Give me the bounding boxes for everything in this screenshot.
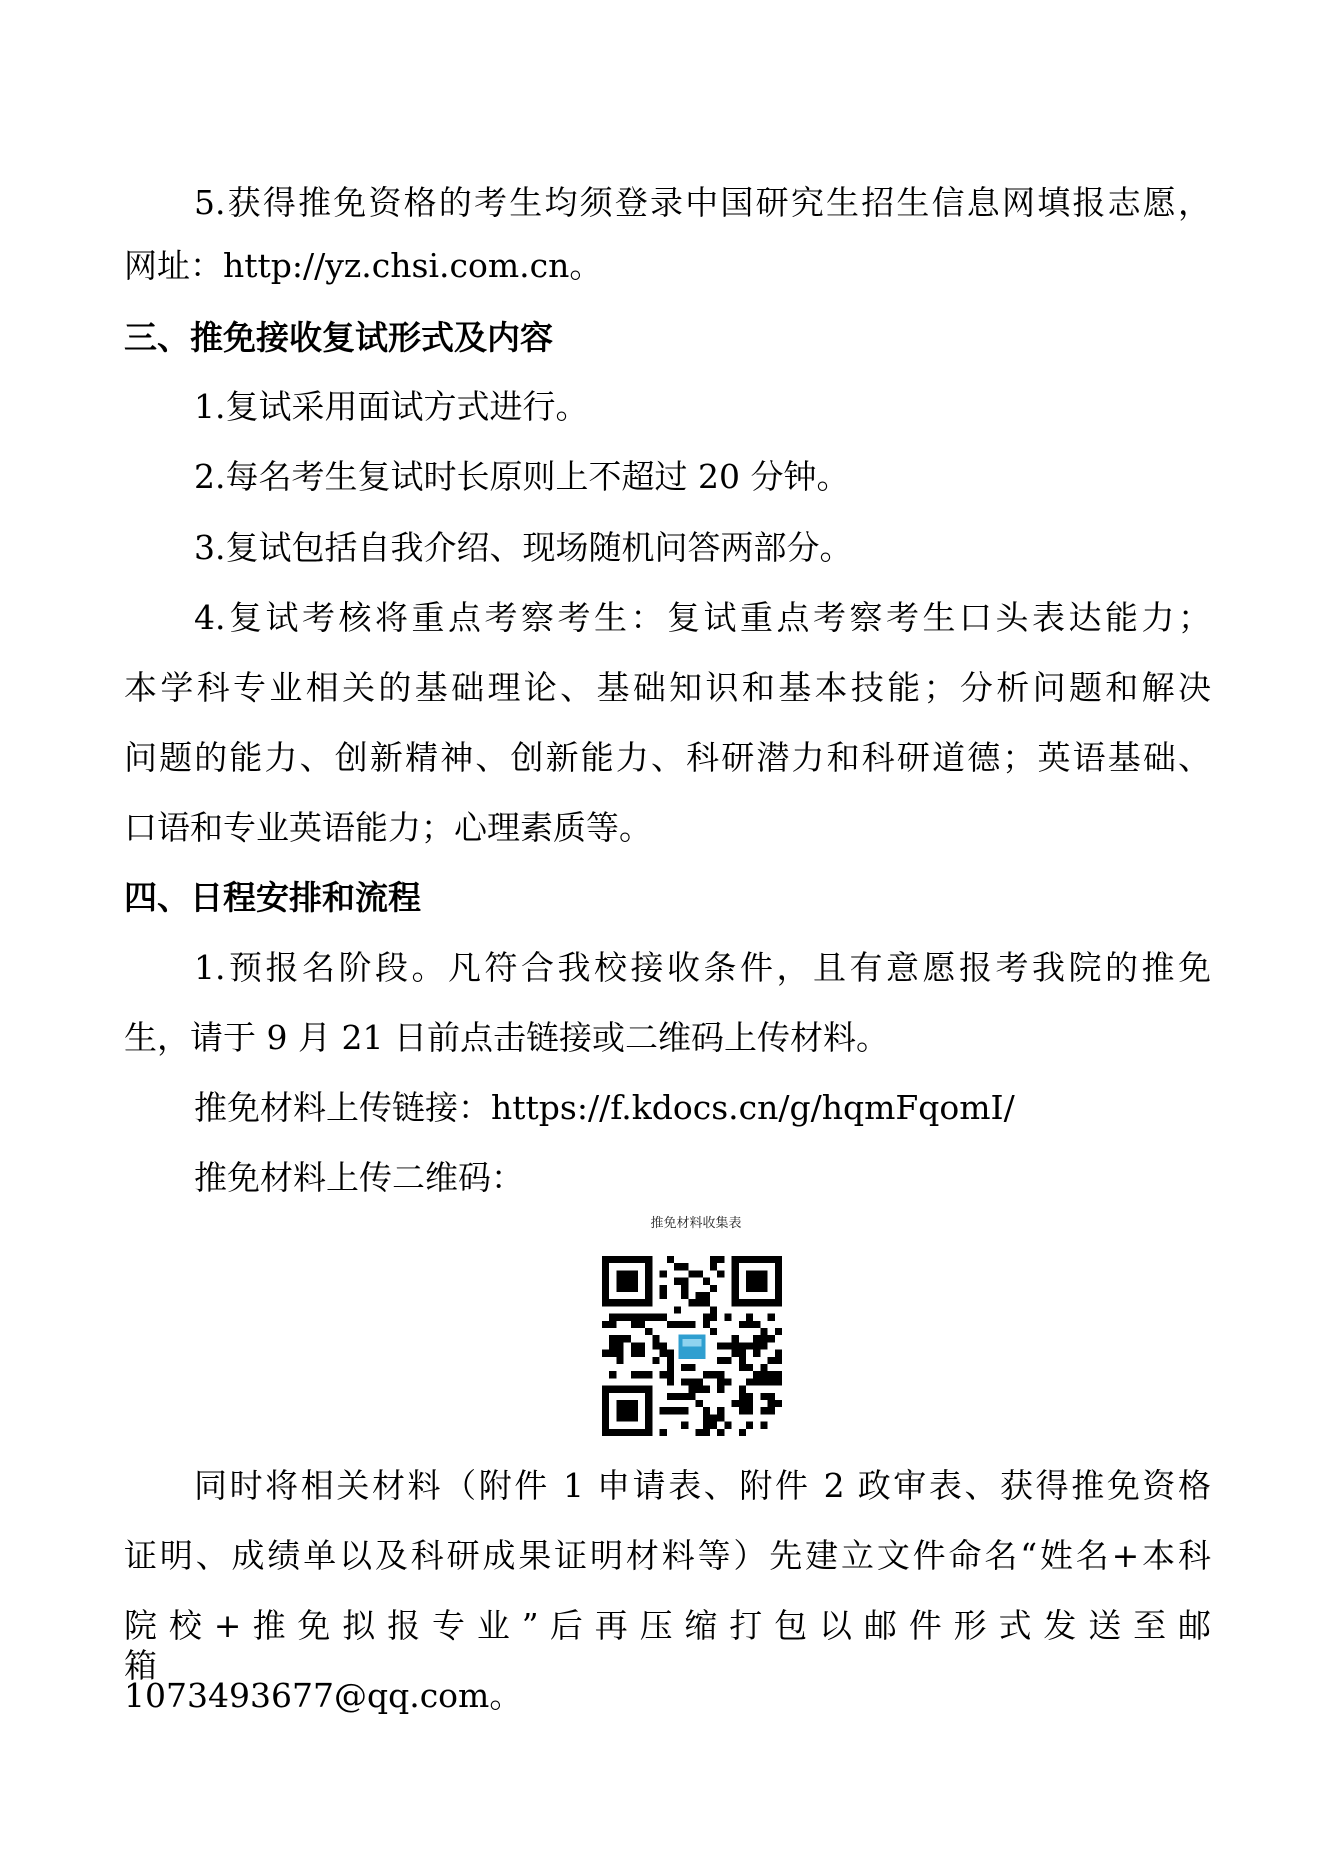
paragraph-5-line-1: 5.获得推免资格的考生均须登录中国研究生招生信息网填报志愿， [194,183,1211,222]
final-paragraph-line-4: 1073493677@qq.com。 [124,1676,523,1715]
final-paragraph-line-3: 院 校 + 推 免 拟 报 专 业 ” 后 再 压 缩 打 包 以 邮 件 形 式 发 送 至 邮 箱 [124,1606,1211,1685]
section-4-heading: 四、日程安排和流程 [124,878,421,917]
section-4-item-1-line-1: 1.预报名阶段。凡符合我校接收条件，且有意愿报考我院的推免 [194,948,1211,987]
section-3-item-4-line-3: 问题的能力、创新精神、创新能力、科研潜力和科研道德；英语基础、 [124,738,1211,777]
qr-caption: 推免材料收集表 [650,1216,742,1231]
final-paragraph-line-1: 同时将相关材料（附件 1 申请表、附件 2 政审表、获得推免资格 [194,1466,1211,1505]
section-4-item-1-line-2: 生，请于 9 月 21 日前点击链接或二维码上传材料。 [124,1018,889,1057]
section-3-item-1: 1.复试采用面试方式进行。 [194,387,589,426]
final-paragraph-line-2: 证明、成绩单以及科研成果证明材料等）先建立文件命名“姓名+本科 [124,1536,1211,1575]
paragraph-5-line-2: 网址：http://yz.chsi.com.cn。 [124,246,603,285]
section-3-item-4-line-1: 4.复试考核将重点考察考生：复试重点考察考生口头表达能力； [194,598,1211,637]
section-3-item-4-line-4: 口语和专业英语能力；心理素质等。 [124,808,652,847]
section-3-heading: 三、推免接收复试形式及内容 [124,318,553,357]
section-3-item-3: 3.复试包括自我介绍、现场随机问答两部分。 [194,528,853,567]
section-3-item-4-line-2: 本学科专业相关的基础理论、基础知识和基本技能；分析问题和解决 [124,668,1211,707]
upload-qr-label: 推免材料上传二维码： [194,1158,524,1197]
qr-code-icon[interactable] [602,1256,782,1436]
section-3-item-2: 2.每名考生复试时长原则上不超过 20 分钟。 [194,457,850,496]
upload-link[interactable]: 推免材料上传链接：https://f.kdocs.cn/g/hqmFqomI/ [194,1088,1015,1127]
